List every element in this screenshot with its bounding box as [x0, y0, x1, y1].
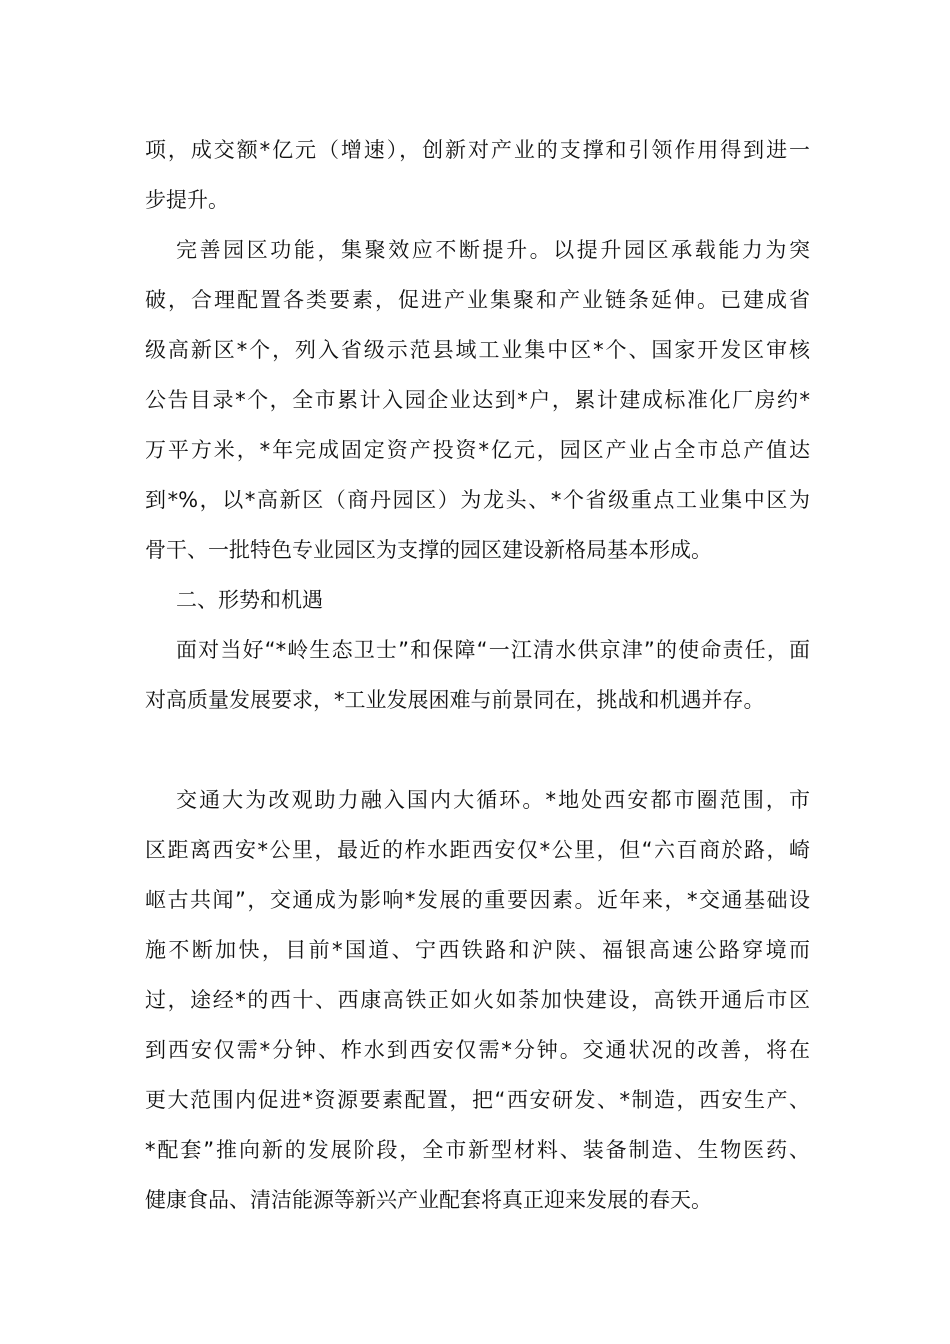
text-line: 健康食品、清洁能源等新兴产业配套将真正迎来发展的春天。 — [145, 1188, 712, 1212]
text-line: 到*%，以*高新区（商丹园区）为龙头、*个省级重点工业集中区为 — [145, 488, 810, 512]
text-line: 面对当好“*岭生态卫士”和保障“一江清水供京津”的使命责任，面 — [176, 638, 810, 662]
text-line: 公告目录*个，全市累计入园企业达到*户，累计建成标准化厂房约* — [145, 388, 810, 412]
text-line: *配套”推向新的发展阶段，全市新型材料、装备制造、生物医药、 — [145, 1138, 810, 1162]
text-line: 步提升。 — [145, 188, 229, 212]
text-line: 岖古共闻”，交通成为影响*发展的重要因素。近年来，*交通基础设 — [145, 888, 810, 912]
text-line: 项，成交额*亿元（增速），创新对产业的支撑和引领作用得到进一 — [145, 138, 810, 162]
text-line: 更大范围内促进*资源要素配置，把“西安研发、*制造，西安生产、 — [145, 1088, 810, 1112]
text-line: 区距离西安*公里，最近的柞水距西安仅*公里，但“六百商於路，崎 — [145, 838, 810, 862]
text-line: 过，途经*的西十、西康高铁正如火如荼加快建设，高铁开通后市区 — [145, 988, 810, 1012]
text-line: 交通大为改观助力融入国内大循环。*地处西安都市圈范围，市 — [176, 788, 810, 812]
text-line: 骨干、一批特色专业园区为支撑的园区建设新格局基本形成。 — [145, 538, 712, 562]
text-line: 到西安仅需*分钟、柞水到西安仅需*分钟。交通状况的改善，将在 — [145, 1038, 810, 1062]
text-line: 万平方米，*年完成固定资产投资*亿元，园区产业占全市总产值达 — [145, 438, 810, 462]
text-line: 完善园区功能，集聚效应不断提升。以提升园区承载能力为突 — [176, 238, 810, 262]
text-line: 级高新区*个，列入省级示范县域工业集中区*个、国家开发区审核 — [145, 338, 810, 362]
text-line: 对高质量发展要求，*工业发展困难与前景同在，挑战和机遇并存。 — [145, 688, 765, 712]
text-line: 破，合理配置各类要素，促进产业集聚和产业链条延伸。已建成省 — [145, 288, 810, 312]
section-heading: 二、形势和机遇 — [176, 588, 323, 612]
text-line: 施不断加快，目前*国道、宁西铁路和沪陕、福银高速公路穿境而 — [145, 938, 810, 962]
